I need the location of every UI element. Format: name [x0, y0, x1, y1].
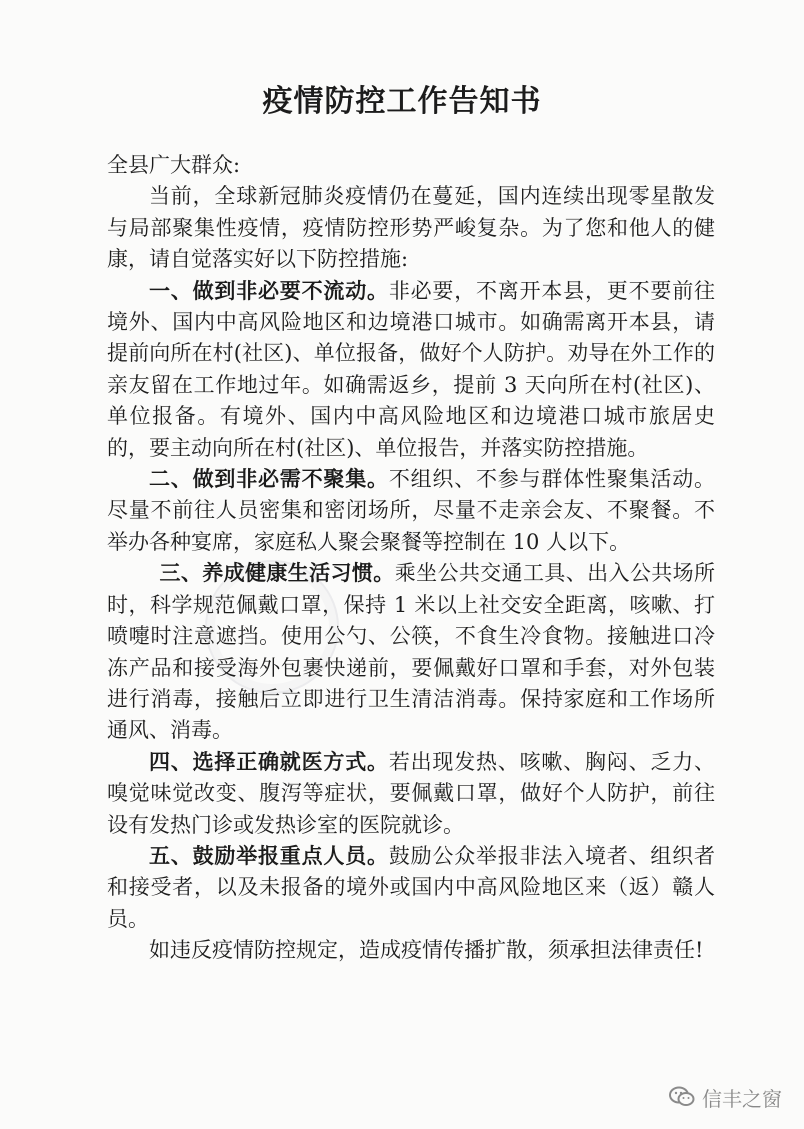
section-paragraph [107, 276, 715, 464]
section-text: 非必要，不离开本县，更不要前往境外、国内中高风险地区和边境港口城市。如确需离开本县，请提前向所在村(社区)、单位报备，做好个人防护。劝导在外工作的亲友留在工作地过年。如确需返乡，提前 3 天向所在村(社区)、单位报备。有境外、国内中高风险地区和边境港口城市旅居史的，要主动向所在村(社区)、单位报告，并落实防控措施。 [107, 278, 716, 460]
section-text: 鼓励公众举报非法入境者、组织者和接受者，以及未报备的境外或国内中高风险地区来（返）赣人员。 [107, 843, 716, 931]
section-text: 乘坐公共交通工具、出入公共场所时，科学规范佩戴口罩，保持 1 米以上社交安全距离，咳嗽、打喷嚏时注意遮挡。使用公勺、公筷，不食生冷食物。接触进口冷冻产品和接受海外包裹快递前，要佩戴好口罩和手套，对外包装进行消毒，接触后立即进行卫生清洁消毒。保持家庭和工作场所通风、消毒。 [107, 561, 716, 743]
document-title: 疫情防控工作告知书 [262, 84, 542, 119]
section-paragraph [107, 841, 715, 935]
intro-paragraph: 当前，全球新冠肺炎疫情仍在蔓延，国内连续出现零星散发与局部聚集性疫情，疫情防控形势严峻复杂。为了您和他人的健康，请自觉落实好以下防控措施: [107, 184, 715, 272]
section-heading: 四、选择正确就医方式。 [149, 749, 389, 774]
section-text: 若出现发热、咳嗽、胸闷、乏力、嗅觉味觉改变、腹泻等症状，要佩戴口罩，做好个人防护，前往设有发热门诊或发热诊室的医院就诊。 [107, 749, 716, 837]
closing-paragraph: 如违反疫情防控规定，造成疫情传播扩散，须承担法律责任! [149, 938, 704, 963]
salutation: 全县广大群众: [107, 153, 241, 177]
section-text: 不组织、不参与群体性聚集活动。尽量不前往人员密集和密闭场所，尽量不走亲会友、不聚餐。不举办各种宴席，家庭私人聚会聚餐等控制在 10 人以下。 [107, 467, 716, 554]
source-watermark [668, 1080, 782, 1114]
section-paragraph [107, 747, 715, 841]
section-heading: 二、做到非必需不聚集。 [149, 467, 389, 492]
section-paragraph [107, 464, 715, 558]
watermark-text: 信丰之窗 [702, 1086, 782, 1111]
wechat-icon [668, 1085, 696, 1109]
section-heading: 五、鼓励举报重点人员。 [149, 843, 389, 868]
section-paragraph [107, 558, 715, 746]
section-heading: 一、做到非必要不流动。 [149, 278, 389, 303]
document-body [107, 150, 715, 967]
section-heading: 三、养成健康生活习惯。 [159, 561, 395, 586]
